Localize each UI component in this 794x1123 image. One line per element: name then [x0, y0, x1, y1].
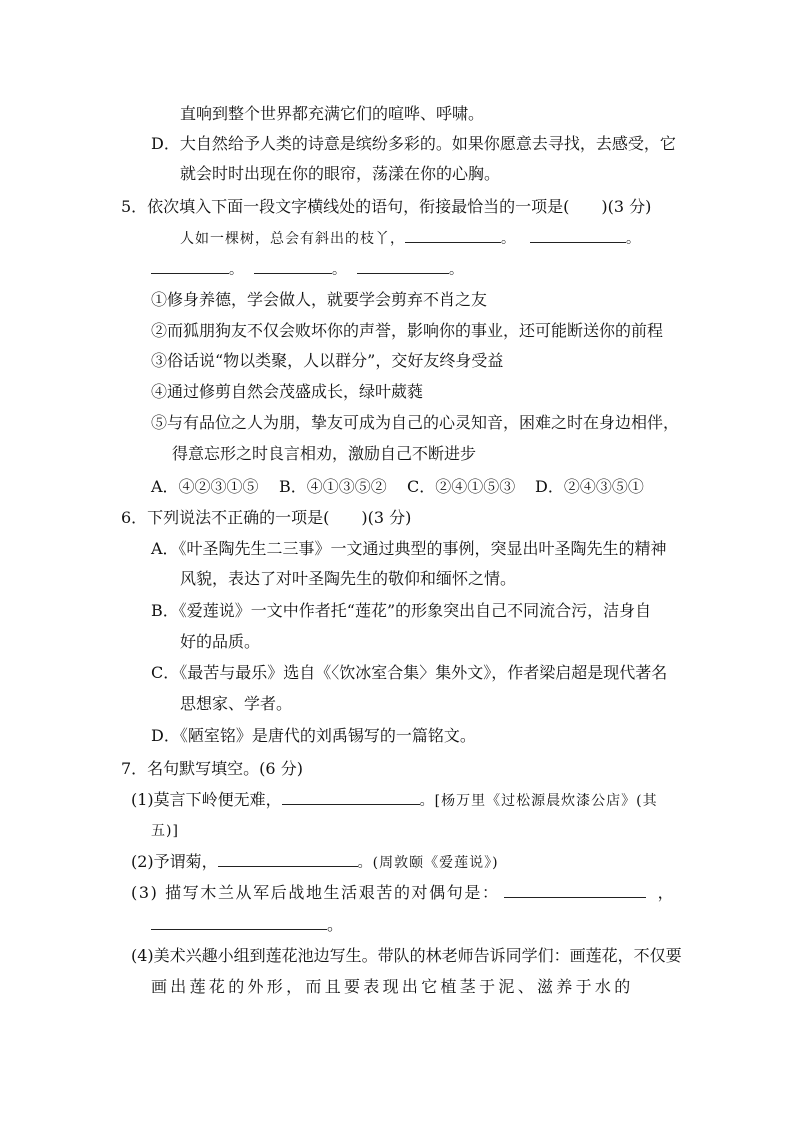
- period: 。: [626, 231, 641, 247]
- period: 。: [327, 915, 344, 934]
- q4-option-d-line2: 就会时时出现在你的眼帘，荡漾在你的心胸。: [180, 164, 501, 183]
- comma: ，: [657, 883, 674, 902]
- q5-passage-line1: [180, 228, 641, 250]
- answer-blank[interactable]: [530, 228, 626, 243]
- period: 。: [229, 262, 244, 278]
- q7-item-2-source: 。(周敦颐《爱莲说》): [357, 855, 499, 871]
- q7-item-4-line2: 画出莲花的外形，而且要表现出它植茎于泥、滋养于水的: [151, 977, 634, 996]
- q5-item-2: ②而狐朋狗友不仅会败坏你的声誉，影响你的事业，还可能断送你的前程: [151, 321, 664, 340]
- q7-item-3-text: (3) 描写木兰从军后战地生活艰苦的对偶句是：: [131, 883, 500, 902]
- q6-option-a-line1: A．《叶圣陶先生二三事》一文通过典型的事例，突显出叶圣陶先生的精神: [151, 539, 667, 558]
- q5-item-5-line2: 得意忘形之时良言相劝，激励自己不断进步: [172, 444, 477, 463]
- q7-item-3-line2: [151, 914, 343, 936]
- q6-option-b-line2: 好的品质。: [180, 632, 261, 651]
- answer-blank[interactable]: [151, 915, 327, 930]
- q5-passage-text: 人如一棵树，总会有斜出的枝丫，: [180, 231, 405, 247]
- q5-item-5-line1: ⑤与有品位之人为朋，挚友可成为自己的心灵知音，困难之时在身边相伴，: [151, 413, 680, 432]
- answer-blank[interactable]: [254, 259, 332, 274]
- q6-option-c-line1: C．《最苦与最乐》选自《〈饮冰室合集〉集外文》，作者梁启超是现代著名: [151, 663, 668, 682]
- answer-blank[interactable]: [405, 228, 501, 243]
- period: 。: [332, 262, 347, 278]
- period: 。: [449, 262, 464, 278]
- q5-option-a[interactable]: A．④②③①⑤: [151, 477, 259, 496]
- answer-blank[interactable]: [504, 883, 646, 898]
- answer-blank[interactable]: [282, 790, 420, 805]
- q7-item-1-line1: [131, 789, 658, 812]
- q5-stem: 5．依次填入下面一段文字横线处的语句，衔接最恰当的一项是( )(3 分): [121, 197, 652, 216]
- answer-blank[interactable]: [218, 852, 358, 867]
- q5-passage-line2: [151, 259, 464, 281]
- q7-item-1-line2: 五)]: [151, 823, 179, 839]
- q6-option-d: D．《陋室铭》是唐代的刘禹锡写的一篇铭文。: [151, 726, 476, 745]
- answer-blank[interactable]: [151, 259, 229, 274]
- q7-stem: 7．名句默写填空。(6 分): [121, 759, 303, 778]
- q7-item-4-line1: (4)美术兴趣小组到莲花池边写生。带队的林老师告诉同学们：画莲花，不仅要: [131, 946, 682, 965]
- q7-item-2: [131, 851, 499, 874]
- q6-option-a-line2: 风貌，表达了对叶圣陶先生的敬仰和缅怀之情。: [180, 569, 517, 588]
- q6-option-b-line1: B．《爱莲说》一文中作者托“莲花”的形象突出自己不同流合污，洁身自: [151, 601, 652, 620]
- q7-item-1-source: 。[杨万里《过松源晨炊漆公店》(其: [419, 793, 658, 809]
- q5-option-d[interactable]: D．②④③⑤①: [535, 477, 644, 496]
- answer-blank[interactable]: [357, 259, 449, 274]
- q5-option-c[interactable]: C．②④①⑤③: [407, 477, 516, 496]
- q6-stem: 6．下列说法不正确的一项是( )(3 分): [121, 508, 412, 527]
- q5-item-4: ④通过修剪自然会茂盛成长，绿叶葳蕤: [151, 382, 424, 401]
- period: 。: [501, 231, 516, 247]
- q7-item-3-line1: [131, 882, 674, 904]
- q6-option-c-line2: 思想家、学者。: [180, 694, 293, 713]
- q4-option-d-line1: D．大自然给予人类的诗意是缤纷多彩的。如果你愿意去寻找，去感受，它: [151, 134, 676, 153]
- q7-item-2-text: (2)予谓菊，: [131, 852, 218, 871]
- q5-item-3: ③俗话说“物以类聚，人以群分”，交好友终身受益: [151, 351, 504, 370]
- q5-option-b[interactable]: B．④①③⑤②: [279, 477, 387, 496]
- q5-item-1: ①修身养德，学会做人，就要学会剪弃不肖之友: [151, 290, 488, 309]
- q4-continuation: 直响到整个世界都充满它们的喧哗、呼啸。: [180, 104, 485, 123]
- q7-item-1-text: (1)莫言下岭便无难，: [131, 790, 282, 809]
- q5-options: [151, 476, 644, 498]
